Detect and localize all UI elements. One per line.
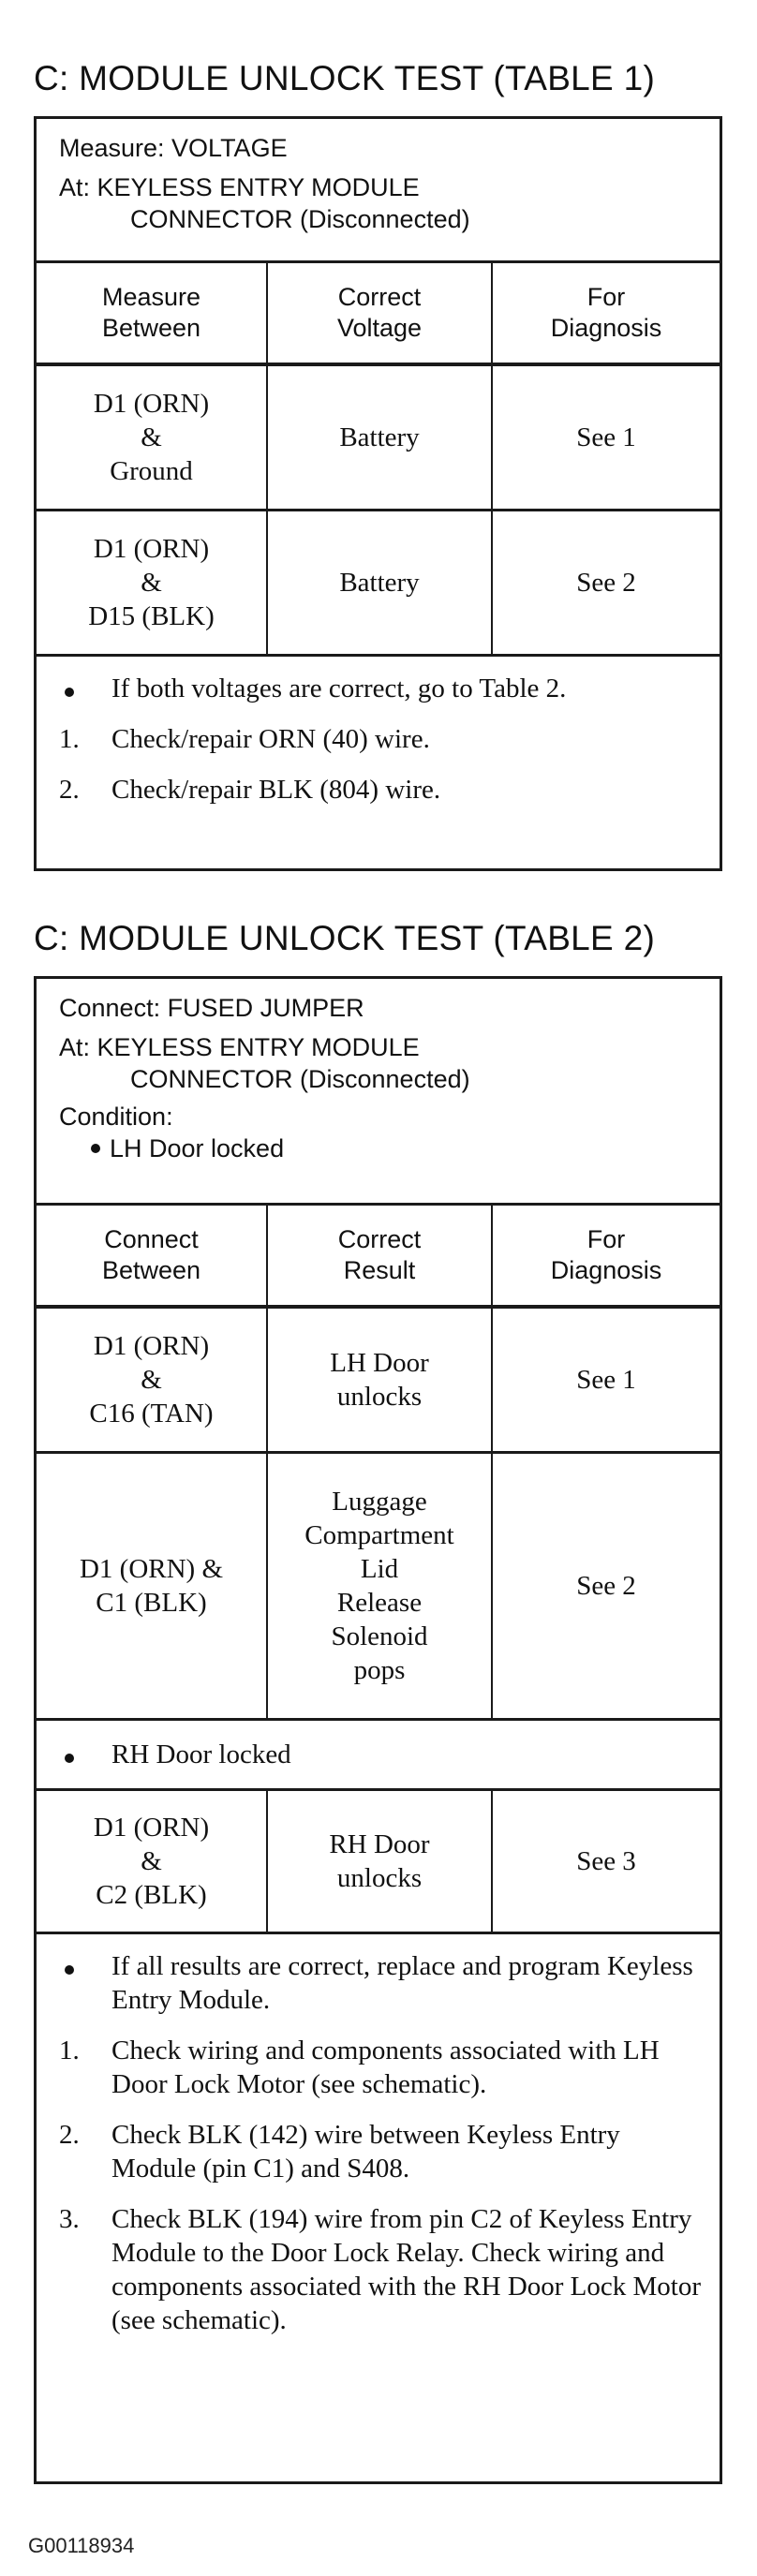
table2-connect: Connect: FUSED JUMPER [59,994,364,1022]
col-label-line2: Between [101,1256,201,1284]
between-text: Ground [110,456,193,486]
between-text: D1 (ORN) [93,1331,210,1361]
note-number: 2. [59,775,80,805]
note-item [37,773,720,807]
result-cell [268,1309,493,1451]
table-row [37,1309,720,1454]
table2-col-for-diagnosis [493,1206,720,1305]
bullet-icon [65,1754,74,1763]
note-item [37,2118,720,2185]
note-text: Check/repair ORN (40) wire. [111,724,430,754]
between-text: D1 (ORN) [93,1813,210,1843]
col-label-line1: For [586,283,626,311]
result-text: unlocks [336,1863,423,1893]
table-row [37,366,720,511]
between-cell [37,1454,268,1718]
result-text: Release [336,1588,423,1618]
diagnosis-cell [493,511,720,654]
table2-condition-label: Condition: [59,1103,173,1131]
note-item [37,1949,720,2017]
table1-notes [37,657,720,807]
col-label-line2: Diagnosis [550,314,662,342]
diagnosis-text: See 1 [576,1365,636,1395]
between-text: & [141,1846,162,1876]
diagnosis-cell [493,366,720,509]
table2-notes [37,1934,720,2337]
result-cell [268,1791,493,1932]
table1-panel [34,116,722,871]
col-label-line1: Correct [337,1225,422,1253]
diagnosis-cell [493,1791,720,1932]
between-text: D15 (BLK) [88,601,215,631]
table-row [37,1454,720,1721]
between-text: & [141,422,162,452]
bullet-icon [65,1965,74,1975]
col-label-line2: Between [101,314,201,342]
result-text: LH Door [330,1348,429,1378]
result-text: Luggage [332,1487,427,1517]
table2-header [37,979,720,1206]
table2-at-line2: CONNECTOR (Disconnected) [130,1065,470,1093]
result-text: pops [353,1655,406,1685]
table1-title: C: MODULE UNLOCK TEST (TABLE 1) [34,59,656,97]
between-cell [37,1791,268,1932]
between-cell [37,511,268,654]
result-cell [268,1454,493,1718]
note-text: If all results are correct, replace and program Keyless Entry Module. [111,1951,693,2015]
table2-at-line1: At: KEYLESS ENTRY MODULE [59,1033,420,1061]
table1-col-for-diagnosis [493,263,720,363]
table2-col-connect-between [37,1206,268,1305]
diagnosis-cell [493,1454,720,1718]
between-text: C2 (BLK) [96,1880,207,1910]
diagnosis-text: See 2 [576,568,636,598]
table2-column-headers [37,1206,720,1309]
between-text: D1 (ORN) & [79,1554,224,1584]
between-text: & [141,1365,162,1395]
diagnosis-text: See 3 [576,1846,636,1876]
table-row [37,1791,720,1934]
between-cell [37,1309,268,1451]
col-label-line2: Voltage [336,314,423,342]
between-text: C1 (BLK) [96,1588,207,1618]
note-number: 2. [59,2120,80,2150]
result-text: Compartment [304,1520,454,1550]
diagnosis-text: See 2 [576,1571,636,1601]
between-cell [37,366,268,509]
note-item [37,2034,720,2101]
between-text: C16 (TAN) [89,1399,214,1429]
between-text: & [141,568,162,598]
table1-col-correct-voltage [268,263,493,363]
table1-measure: Measure: VOLTAGE [59,134,288,162]
note-item [37,672,720,705]
table1-at-line2: CONNECTOR (Disconnected) [130,205,470,233]
table-row [37,511,720,657]
diagnosis-cell [493,1309,720,1451]
col-label-line2: Result [343,1256,416,1284]
col-label-line1: For [586,1225,626,1253]
result-text: Solenoid [331,1621,428,1651]
condition-text: LH Door locked [110,1134,285,1162]
note-text: Check wiring and components associated with LH Door Lock Motor (see schematic). [111,2036,660,2099]
note-number: 1. [59,2036,80,2065]
note-item [37,2202,720,2337]
note-text: Check BLK (194) wire from pin C2 of Keyless Entry Module to the Door Lock Relay. Check wiring and components associated with the RH Door Lock Motor (see schematic). [111,2204,702,2335]
result-text: unlocks [336,1382,423,1412]
note-text: If both voltages are correct, go to Table 2. [111,674,567,703]
note-text: Check BLK (142) wire between Keyless Entry Module (pin C1) and S408. [111,2120,620,2184]
correct-text: Battery [339,422,420,452]
correct-cell [268,366,493,509]
table1-at-line1: At: KEYLESS ENTRY MODULE [59,173,420,201]
table1-column-headers [37,263,720,366]
table1-header [37,119,720,263]
note-item [37,722,720,756]
table2-condition-item [59,1133,697,1164]
note-number: 1. [59,724,80,754]
bullet-icon [65,688,74,697]
note-number: 3. [59,2204,80,2234]
result-text: RH Door [329,1829,430,1859]
col-label-line2: Diagnosis [550,1256,662,1284]
condition-text: RH Door locked [111,1740,291,1769]
col-label-line1: Connect [104,1225,199,1253]
table2-title: C: MODULE UNLOCK TEST (TABLE 2) [34,919,656,957]
table2-panel [34,976,722,2484]
result-text: Lid [360,1554,399,1584]
correct-text: Battery [339,568,420,598]
diagnosis-text: See 1 [576,422,636,452]
between-text: D1 (ORN) [93,534,210,564]
bullet-icon [91,1144,100,1153]
col-label-line1: Measure [101,283,201,311]
col-label-line1: Correct [337,283,422,311]
table2-col-correct-result [268,1206,493,1305]
table2-mid-condition [37,1721,720,1791]
figure-id: G00118934 [28,2534,135,2557]
correct-cell [268,511,493,654]
note-text: Check/repair BLK (804) wire. [111,775,441,805]
between-text: D1 (ORN) [93,389,210,419]
table1-col-measure-between [37,263,268,363]
